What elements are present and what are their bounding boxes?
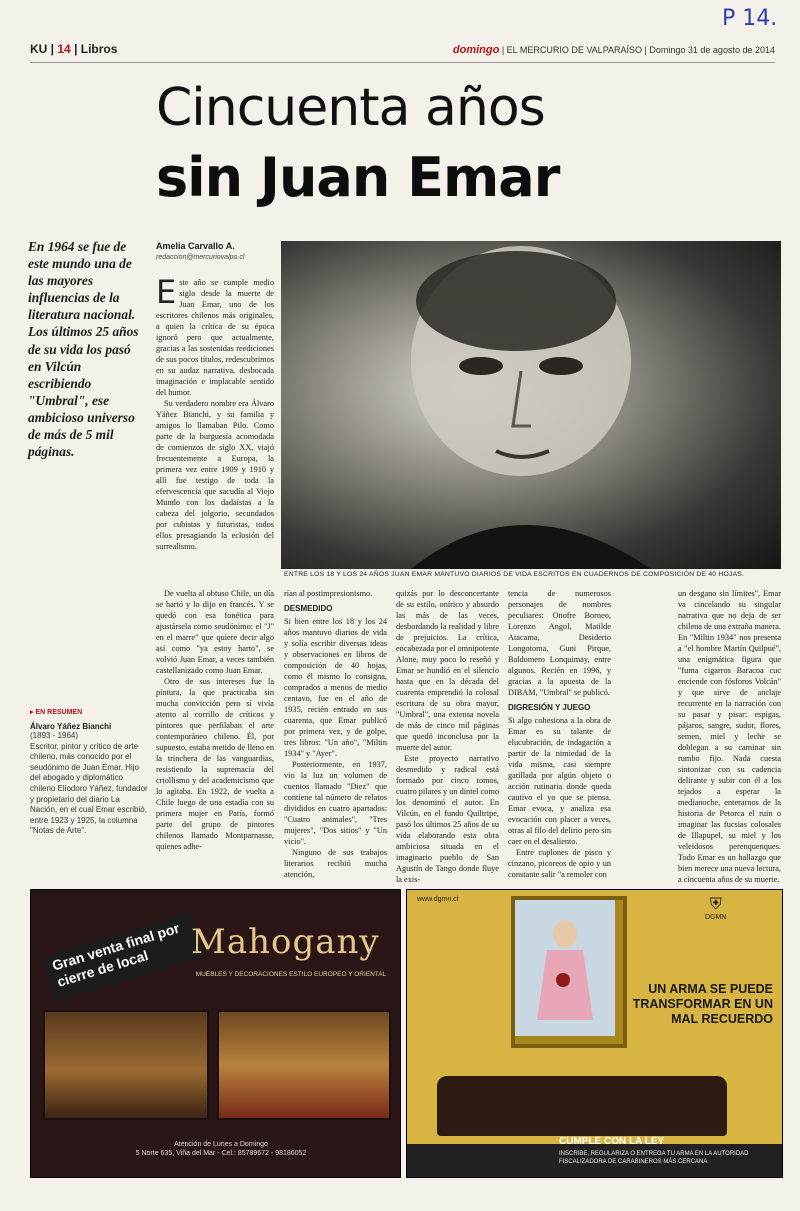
page-header: [30, 40, 775, 63]
summary-name: Álvaro Yáñez Bianchi: [30, 722, 112, 731]
headline-line1: Cincuenta años: [156, 78, 545, 138]
page-number: 14: [57, 42, 71, 56]
lead-paragraph: En 1964 se fue de este mundo una de las mayores influencias de la literatura nacional. Los últimos 25 años de su vida los pasó en Vilcún escribiendo "Umbral", ese ambicioso universo de más de 5 mil páginas.: [28, 239, 139, 460]
byline-author: Amelia Carvallo A.: [156, 241, 235, 251]
header-day: domingo: [452, 44, 500, 56]
article-column-3: [396, 588, 499, 885]
ad-dgmn-url: www.dgmn.cl: [417, 896, 459, 903]
publication-name: EL MERCURIO DE VALPARAÍSO: [506, 45, 643, 55]
ad-mahogany: [30, 889, 401, 1178]
paragraph: Este proyecto narrativo desmedido y radical está formado por cinco tomos, cuatro pilares y un dintel como los denominó el autor. En Vilcún, en el fundo Quiltripe, pasó los últimos 25 años de su vida elaborando esta obra ambiciosa situada en el imaginario pueblo de San Agustín de Tango donde fluye la exis-: [396, 754, 499, 884]
header-publication: domingo | EL MERCURIO DE VALPARAÍSO | Domingo 31 de agosto de 2014: [452, 44, 775, 56]
paragraph: Posteriormente, en 1937, vio la luz un volumen de cuentos llamado "Diez" que contiene tal número de relatos divididos en cuatro apartados: "Cuatro animales", "Tres mujeres", "Dos sitios" y "Un vicio".: [284, 760, 387, 846]
sofa-image: [437, 1076, 727, 1136]
ad-dgmn: [406, 889, 783, 1178]
ad-mahogany-contact: [91, 1140, 351, 1158]
article-column-1-top: [156, 273, 274, 587]
ad-mahogany-tagline: MUEBLES Y DECORACIONES ESTILO EUROPEO Y ORIENTAL: [195, 971, 387, 978]
article-column-4: [508, 588, 611, 880]
section-code: KU: [30, 42, 48, 56]
summary-years: (1893 - 1964): [30, 731, 79, 740]
paragraph: De vuelta al obtuso Chile, un día se hartó y lo dijo en francés. Y se quedó con esa fonética para ajustársela como seudónimo: el "J" en el marre" que quiere decir algo así como "ya estoy harto", se volvió Juan Emar, a veces también castellanizado como Juan Emar.: [156, 589, 274, 675]
portrait-illustration: [281, 241, 781, 569]
summary-text: Escritor, pintor y crítico de arte chileno, más conocido por el seudónimo de Juan Emar. Hijo del abogado y diplomático chileno Eliodoro Yáñez, fundador y propietario del diario La Nación, en el cual Emar escribió, entre 1923 y 1925, la columna "Notas de Arte".: [30, 741, 148, 836]
article-column-2: [284, 588, 387, 880]
ad-mahogany-brand: Mahogany: [191, 922, 380, 962]
summary-tag: [30, 708, 148, 716]
dgmn-logo-text: DGMN: [705, 914, 727, 921]
subheading-desmedido: DESMEDIDO: [284, 604, 333, 613]
store-interior-image-1: [43, 1010, 209, 1120]
publication-date: Domingo 31 de agosto de 2014: [649, 45, 775, 55]
subheading-digresion: DIGRESIÓN Y JUEGO: [508, 703, 591, 712]
chevron-right-icon: ▸: [30, 709, 36, 716]
article-column-1-bottom: [156, 588, 274, 866]
paragraph: Su verdadero nombre era Álvaro Yáñez Bianchi, y su familia y amigos lo llamaban Pilo. Como parte de la burguesía acomodada de comienzos de siglo XX, viajó frecuentemente a Europa, la primera vez entre 1909 y 1910 y allí fue testigo de toda la efervescencia que sacudía al Viejo Mundo con los dadaístas a la cabeza del jolgorio, secundados por cubistas y futuristas, todos ellos presagiando la eclosión del surrealismo.: [156, 399, 274, 551]
photo-caption: ENTRE LOS 18 Y LOS 24 AÑOS JUAN EMAR MANTUVO DIARIOS DE VIDA ESCRITOS EN CUADERNOS DE COMPOSICIÓN DE 40 HOJAS.: [284, 571, 745, 578]
paragraph: Si bien entre los 18 y los 24 años mantuvo diarios de vida y solía escribir diversas ideas y observaciones en libros de composición de 40 hojas, como él mismo lo consigna, comprados a menos de medio centavo, fue en el año de 1935, recién entrado en sus cuarenta, que Emar publicó por primera vez, y de golpe, tres libros: "Un año", "Miltin 1934" y "Ayer".: [284, 617, 387, 758]
store-interior-image-2: [217, 1010, 391, 1120]
article-column-5: [678, 588, 781, 885]
ad-dgmn-law-text: INSCRIBE, REGULARIZA O ENTREGA TU ARMA EN LA AUTORIDAD FISCALIZADORA DE CARABINEROS MÁS CERCANA: [559, 1151, 749, 1165]
paragraph: Otro de sus intereses fue la pintura, la que practicaba sin mucha convicción pero sí vivía atento al corrillo de críticos y pintores que perfilaban el arte contemporáneo chileno. Él, por supuesto, estaba metido de lleno en la trinchera de las vanguardias, resistiendo la supremacía del criollismo y del academicismo que lo agitaba. En 1922, de vuelta a Chile luego de una estadía con su primera mujer en París, formó parte del grupo de pintores chilenos llamado Montparnasse, quienes adhe-: [156, 677, 274, 851]
ad-dgmn-law-title: CUMPLE CON LA LEY: [559, 1136, 665, 1147]
author-portrait-photo: [281, 241, 781, 569]
ad-mahogany-banner: Gran venta final por cierre de local: [42, 912, 205, 1002]
page-handwritten-mark: P 14.: [722, 6, 778, 31]
paragraph: quizás por lo desconcertante de su estilo, onírico y absurdo las más de las veces, desbordando la realidad y libre de prejuicios. La crítica, encabezada por el omnipotente Alone, muy poco lo reseñó y Emar se hundió en el silencio hasta que en la década del cuarenta emprendió la colosal escritura de su obra mayor, "Umbral", una extensa novela de más de cinco mil páginas que quedó inconclusa por la muerte del autor.: [396, 589, 499, 752]
paragraph: Si algo cohesiona a la obra de Emar es su talante de elucubración, de indagación a partir de la nimiedad de la vida misma, casi siempre gatillada por algún objeto o acción rutinaria donde queda cautivo el yo que se piensa. Emar evoca, y analiza esa evocación con placer a veces, otras al filo del delirio pero sin caer en el desaliento.: [508, 716, 611, 846]
ad-mahogany-address: 5 Norte 635, Viña del Mar - Cel.: 85789672 - 98186052: [135, 1150, 307, 1157]
paragraph: Ninguno de sus trabajos literarios recibió mucha atención,: [284, 848, 387, 879]
summary-box: [30, 708, 148, 864]
dgmn-logo: [705, 896, 726, 921]
header-section: KU | 14 | Libros: [30, 42, 118, 56]
section-name: Libros: [80, 42, 118, 56]
painting-figure: [515, 900, 615, 1036]
ad-dgmn-slogan: UN ARMA SE PUEDE TRANSFORMAR EN UN MAL RECUERDO: [632, 982, 773, 1026]
byline-email: redaccion@mercuriovalpo.cl: [156, 254, 245, 261]
paragraph: tencia de numerosos personajes de nombres peculiares: Onofre Borneo, Lorenzo Angol, Matilde Atacama, Desiderio Longotoma, Guni Pirque, Baldomero Lonquimay, entre algunos. Recién en 1996, y gracias a la apuesta de la DIBAM, "Umbral" se publicó.: [508, 589, 611, 697]
paragraph: rían al postimpresionismo.: [284, 589, 373, 598]
drop-cap: E: [156, 273, 177, 311]
paragraph: Entre cuplones de pisco y cinzano, picoreos de opio y un constante salir "a remoler con: [508, 848, 611, 879]
paragraph: ste año se cumple medio siglo desde la muerte de Juan Emar, uno de los escritores chilenos más originales, a quien la crítica de su época ignoró pero que actualmente, gracias a las sostenidas reediciones de sus pocos títulos, redescubrimos en su audaz narrativa, desbocada imaginación e implacable sentido del humor.: [156, 278, 274, 397]
paragraph: un desgano sin límites", Emar va cincelando su singular narrativa que no deja de ser chilena de una extraña manera. En "Miltin 1934" nos presenta a "el hombre Martín Quilpué", una enigmática figura que "fuma cigarros Baracoa cuc enciende con fósforos Volcán" y que sirve de anclaje recurrente en la narración con su pasar y pisar: espigas, pájaros, sangre, sudor, flores, semen, miel y leche se doblegan a su caminar sin rumbo fijo. Nada cuesta sintonizar con su cadencia delirante y subir con él a los tejados a esperar la medianoche, enterarnos de la historia de Petorca el ruin o imaginar las fucsias colosales de Illapupel, su miel y los veleidosos perenquenques. Todo Emar es un hallazgo que bien merece una nueva lectura, a cincuenta años de su muerte.: [678, 589, 781, 884]
shield-icon: ⛨: [709, 896, 722, 913]
headline-line2: sin Juan Emar: [156, 146, 560, 209]
ad-mahogany-hours: Atención de Lunes a Domingo: [174, 1141, 268, 1148]
summary-tag-label: EN RESUMEN: [35, 709, 83, 716]
